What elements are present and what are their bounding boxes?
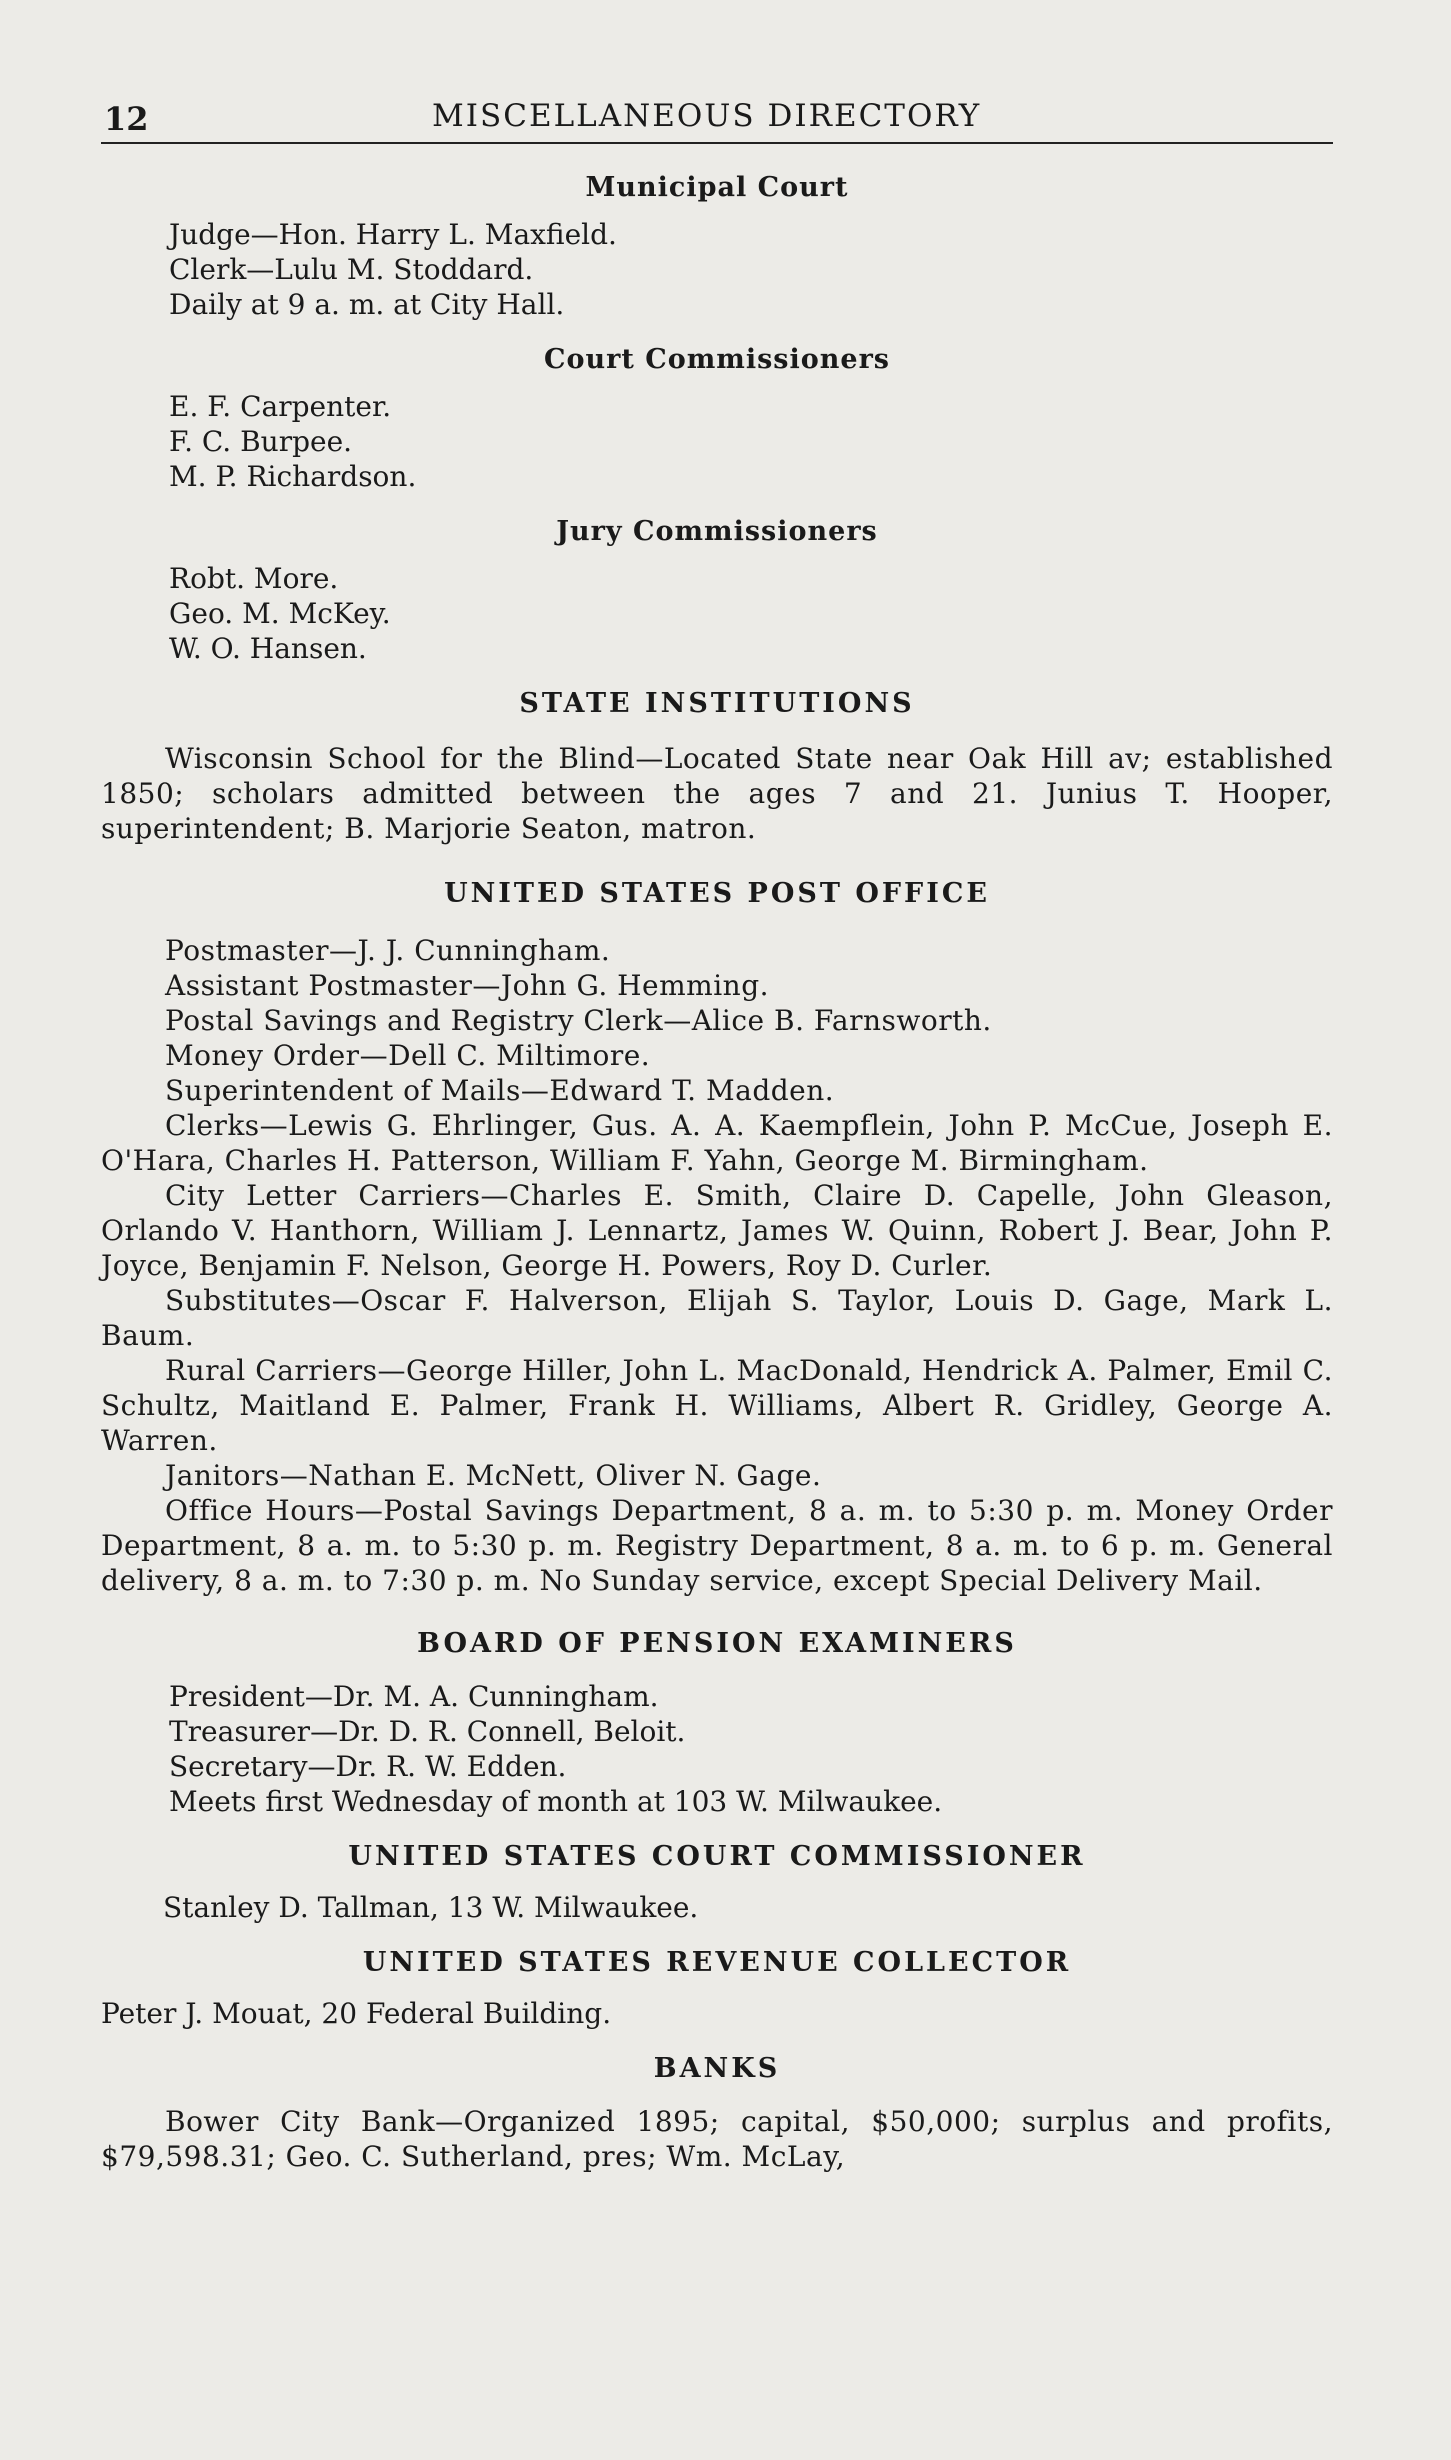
janitors-entry: Janitors—Nathan E. McNett, Oliver N. Gage. (165, 1459, 822, 1492)
us-court-commissioner-heading: UNITED STATES COURT COMMISSIONER (348, 1841, 1086, 1872)
state-institutions-heading: STATE INSTITUTIONS (519, 688, 915, 719)
post-office-section (101, 878, 1333, 1598)
running-title: MISCELLANEOUS DIRECTORY (432, 98, 982, 134)
pension-board-secretary: Secretary—Dr. R. W. Edden. (169, 1750, 567, 1783)
jury-commissioners-heading: Jury Commissioners (556, 516, 878, 547)
pension-board-treasurer: Treasurer—Dr. D. R. Connell, Beloit. (169, 1715, 686, 1748)
banks-section (101, 2053, 1333, 2174)
school-for-blind-entry: Wisconsin School for the Blind—Located State near Oak Hill av; established 1850; scholars admitted between the ages 7 and 21. Junius T. Hooper, superintendent; B. Marjorie Seaton, matron. (101, 742, 1333, 845)
court-commissioner-name: M. P. Richardson. (169, 460, 417, 493)
jury-commissioner-name: Robt. More. (169, 562, 339, 595)
postmaster-entry: Postmaster—J. J. Cunningham. (165, 934, 611, 967)
court-commissioners-section (101, 344, 1333, 494)
us-court-commissioner-entry: Stanley D. Tallman, 13 W. Milwaukee. (163, 1891, 699, 1924)
jury-commissioner-name: Geo. M. McKey. (169, 597, 391, 630)
running-head (101, 96, 1333, 144)
pension-board-president: President—Dr. M. A. Cunningham. (169, 1680, 659, 1713)
city-carriers-entry: City Letter Carriers—Charles E. Smith, Claire D. Capelle, John Gleason, Orlando V. Hanthorn, William J. Lennartz, James W. Quinn, Robert J. Bear, John P. Joyce, Benjamin F. Nelson, George H. Powers, Roy D. Curler. (101, 1179, 1333, 1282)
bower-city-bank-entry: Bower City Bank—Organized 1895; capital, $50,000; surplus and profits, $79,598.31; Geo. C. Sutherland, pres; Wm. McLay, (101, 2105, 1333, 2173)
jury-commissioner-name: W. O. Hansen. (169, 632, 367, 665)
postal-savings-entry: Postal Savings and Registry Clerk—Alice B. Farnsworth. (165, 1004, 992, 1037)
state-institutions-section (101, 688, 1333, 846)
court-commissioners-heading: Court Commissioners (543, 344, 891, 375)
superintendent-entry: Superintendent of Mails—Edward T. Madden. (165, 1074, 835, 1107)
revenue-collector-entry: Peter J. Mouat, 20 Federal Building. (101, 1997, 612, 2030)
municipal-court-hours: Daily at 9 a. m. at City Hall. (169, 288, 565, 321)
post-office-heading: UNITED STATES POST OFFICE (444, 878, 990, 909)
revenue-collector-section (101, 1947, 1333, 2031)
municipal-court-section (101, 172, 1333, 322)
revenue-collector-heading: UNITED STATES REVENUE COLLECTOR (362, 1947, 1072, 1978)
us-court-commissioner-section (101, 1841, 1333, 1925)
money-order-entry: Money Order—Dell C. Miltimore. (165, 1039, 651, 1072)
substitutes-entry: Substitutes—Oscar F. Halverson, Elijah S. Taylor, Louis D. Gage, Mark L. Baum. (101, 1284, 1333, 1352)
pension-board-section (101, 1628, 1333, 1819)
jury-commissioners-section (101, 516, 1333, 666)
assistant-postmaster-entry: Assistant Postmaster—John G. Hemming. (165, 969, 770, 1002)
page-number: 12 (104, 100, 149, 138)
municipal-court-judge: Judge—Hon. Harry L. Maxfield. (169, 218, 617, 251)
court-commissioner-name: F. C. Burpee. (169, 425, 353, 458)
banks-heading: BANKS (653, 2053, 781, 2084)
clerks-entry: Clerks—Lewis G. Ehrlinger, Gus. A. A. Kaempflein, John P. McCue, Joseph E. O'Hara, Charles H. Patterson, William F. Yahn, George M. Birmingham. (101, 1109, 1333, 1177)
municipal-court-heading: Municipal Court (585, 172, 849, 203)
pension-board-heading: BOARD OF PENSION EXAMINERS (417, 1628, 1017, 1659)
court-commissioner-name: E. F. Carpenter. (169, 390, 392, 423)
pension-board-meetings: Meets first Wednesday of month at 103 W. Milwaukee. (169, 1785, 943, 1818)
office-hours-entry: Office Hours—Postal Savings Department, 8 a. m. to 5:30 p. m. Money Order Department, 8 a. m. to 5:30 p. m. Registry Department, 8 a. m. to 6 p. m. General delivery, 8 a. m. to 7:30 p. m. No Sunday service, except Special Delivery Mail. (101, 1494, 1333, 1597)
municipal-court-clerk: Clerk—Lulu M. Stoddard. (169, 253, 534, 286)
rural-carriers-entry: Rural Carriers—George Hiller, John L. MacDonald, Hendrick A. Palmer, Emil C. Schultz, Maitland E. Palmer, Frank H. Williams, Albert R. Gridley, George A. Warren. (101, 1354, 1333, 1457)
